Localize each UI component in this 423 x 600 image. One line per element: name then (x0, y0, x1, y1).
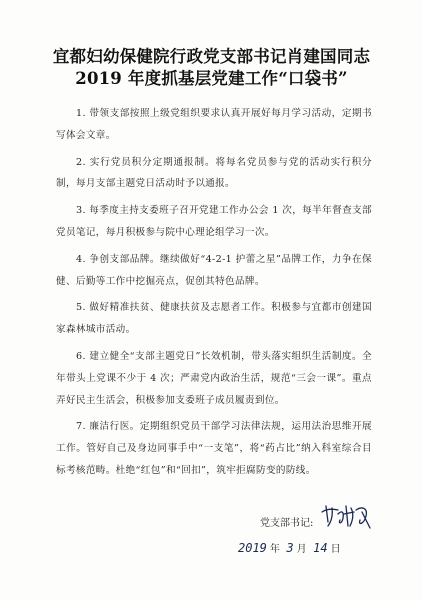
handwritten-signature (318, 500, 374, 532)
document-title-line-1: 宜都妇幼保健院行政党支部书记肖建国同志 (52, 47, 371, 66)
work-item-2: 2. 实行党员积分定期通报制。将每名党员参与党的活动实行积分制，每月支部主题党日活动时予以通报。 (56, 156, 372, 190)
date-day: 14 (313, 541, 328, 555)
signature-label: 党支部书记: (260, 518, 314, 529)
date-year-unit: 年 (269, 544, 280, 555)
signing-date (238, 540, 344, 555)
date-month: 3 (286, 541, 294, 555)
work-item-6: 6. 建立健全“支部主题党日”长效机制，带头落实组织生活制度。全年带头上党课不少于 4 次；严肃党内政治生活，规范“三会一课”。重点弄好民主生活会，积极参加支委班子成员履责到位。 (56, 350, 372, 406)
date-day-unit: 日 (330, 544, 341, 555)
work-item-5: 5. 做好精准扶贫、健康扶贫及志愿者工作。积极参与宜都市创建国家森林城市活动。 (56, 302, 372, 336)
work-item-1: 1. 带领支部按照上级党组织要求认真开展好每月学习活动，定期书写体会文章。 (56, 108, 372, 141)
work-item-3: 3. 每季度主持支委班子召开党建工作办公会 1 次，每半年督查支部党员笔记，每月积极参与院中心理论组学习一次。 (56, 205, 372, 238)
document-title-line-2: 2019 年度抓基层党建工作“口袋书” (75, 69, 348, 88)
work-items-list (56, 103, 372, 487)
work-item-7: 7. 廉洁行医。定期组织党员干部学习法律法规，运用法治思维开展工作。管好自己及身边同事手中“一支笔”，将“药占比”纳入科室综合目标考核范畴。杜绝“红包”和“回扣”，筑牢拒腐防变的防线。 (56, 421, 372, 476)
work-item-4: 4. 争创支部品牌。继续做好“4-2-1 护蕾之星”品牌工作，力争在保健、后勤等工作中挖掘亮点，促创其特色品牌。 (56, 253, 372, 287)
date-month-unit: 月 (296, 544, 307, 555)
date-year: 2019 (238, 541, 267, 555)
